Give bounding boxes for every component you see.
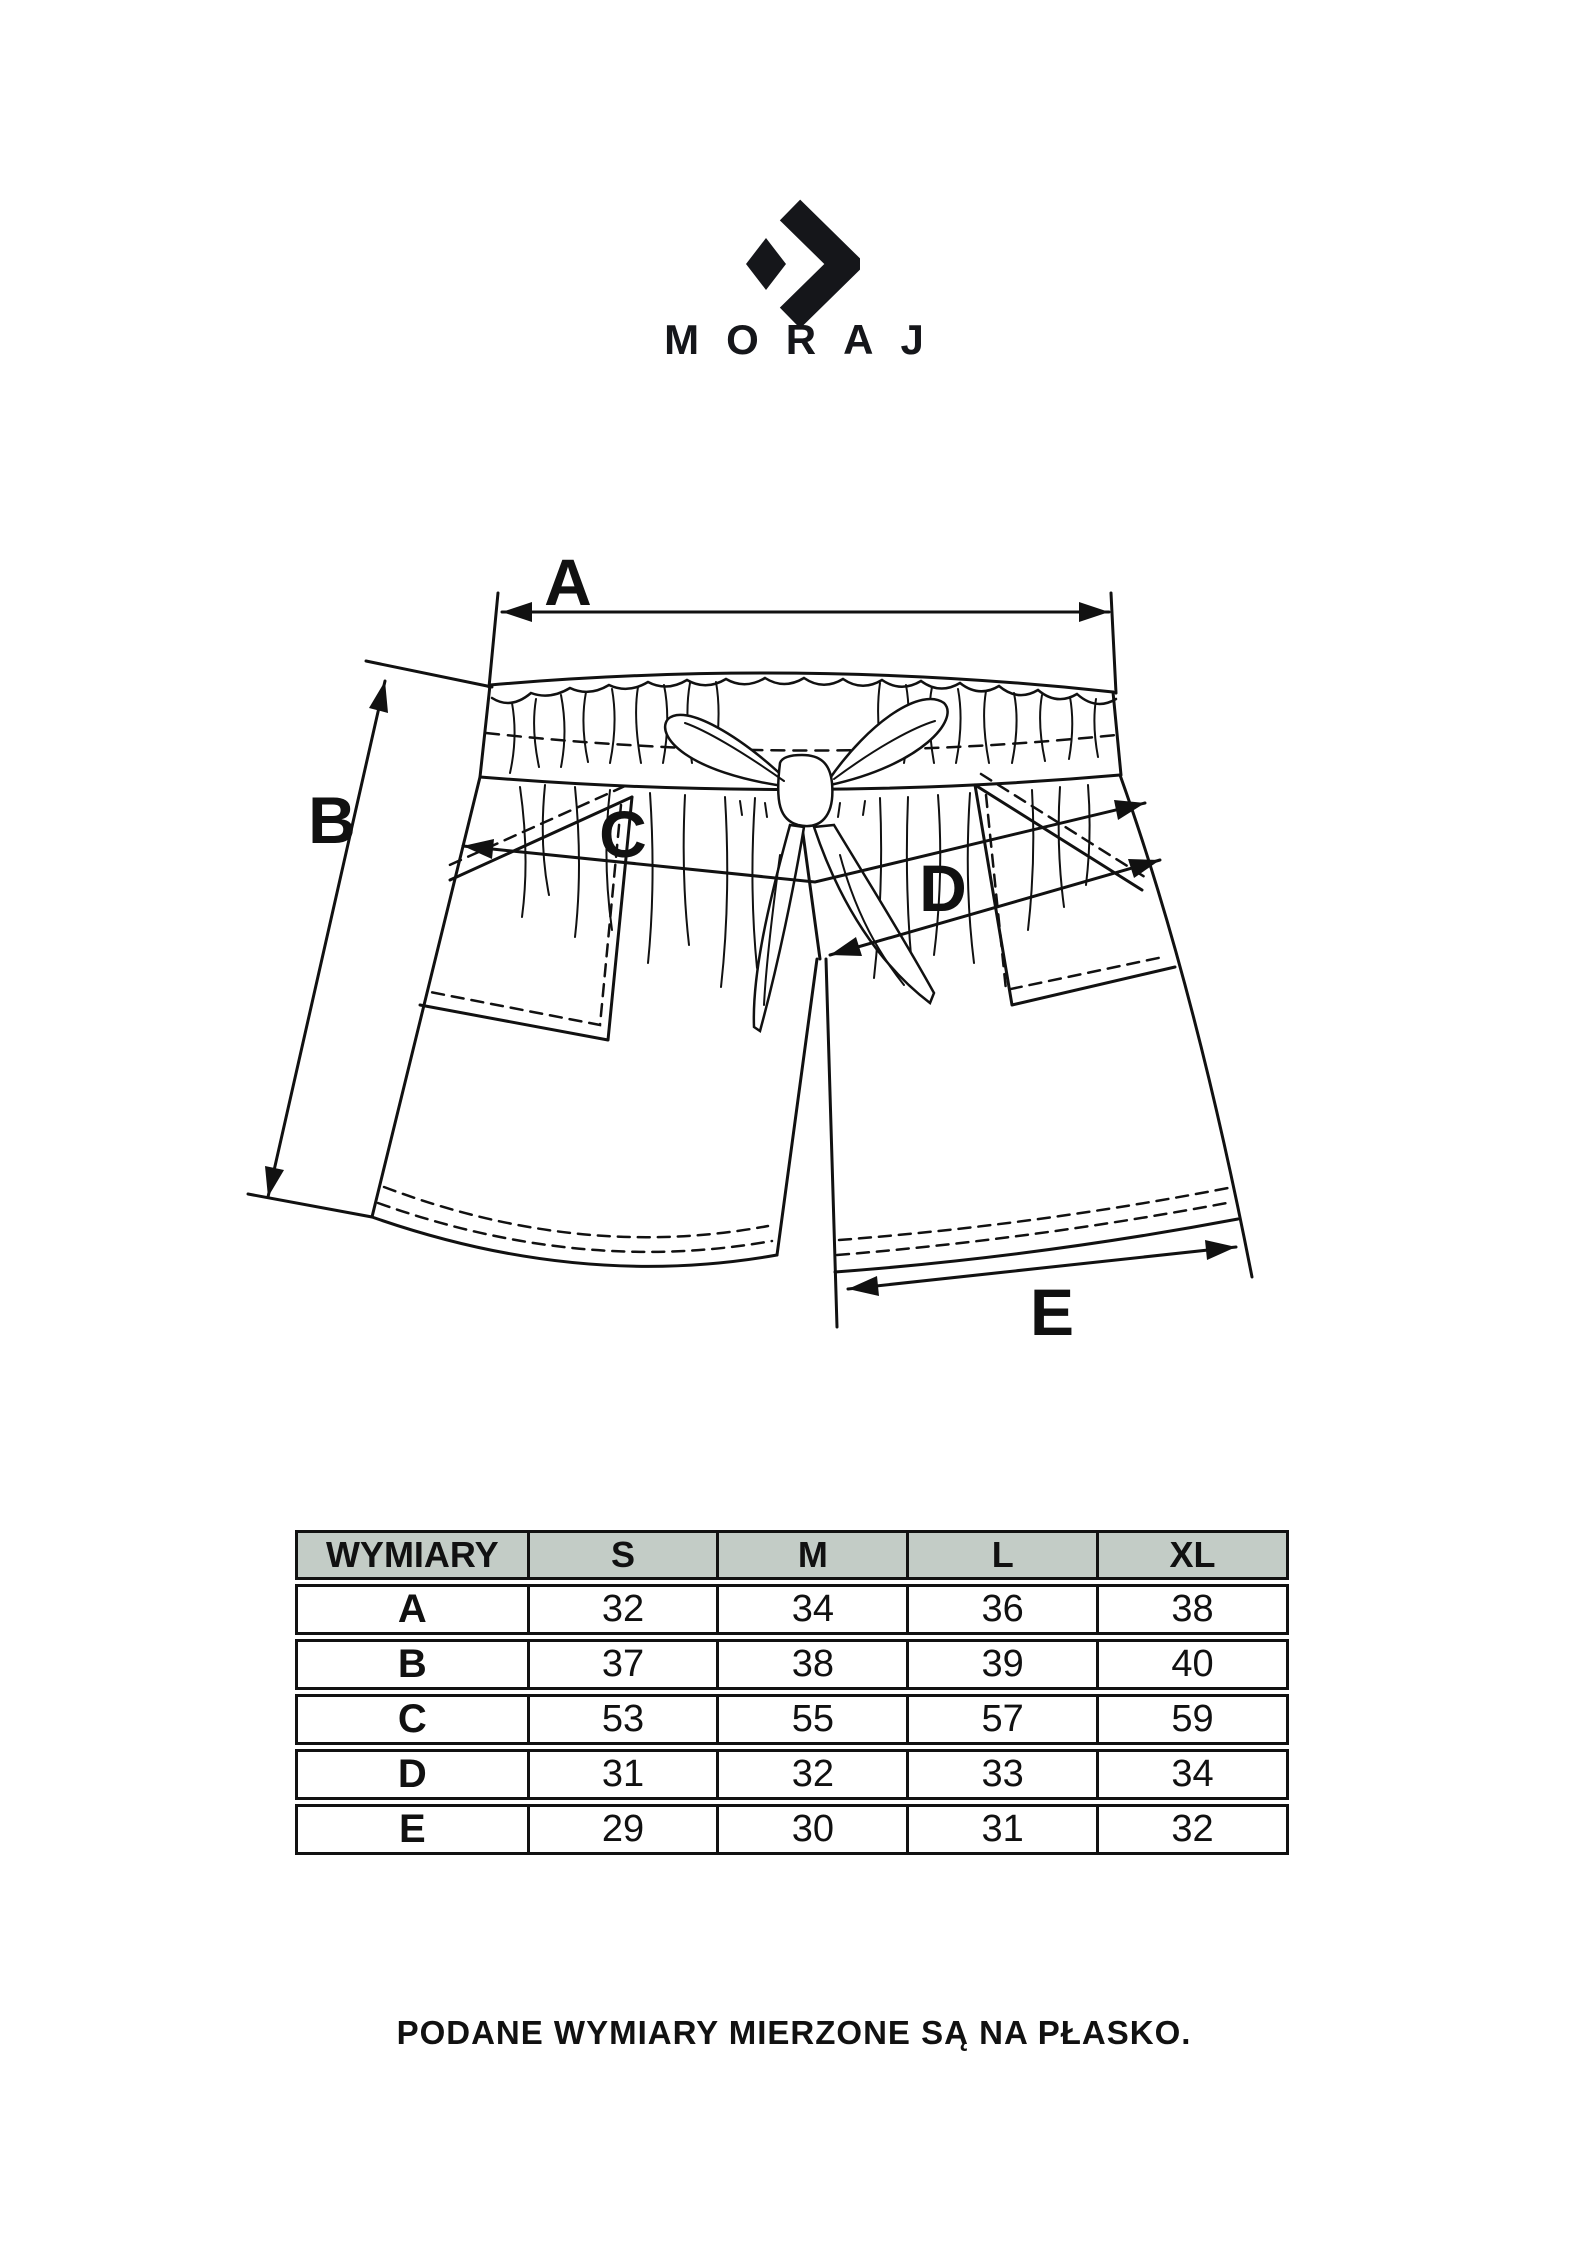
cell-value: 34 xyxy=(719,1584,909,1635)
cell-value: 29 xyxy=(530,1804,720,1855)
table-row xyxy=(295,1694,1289,1745)
header-cell-xl: XL xyxy=(1099,1530,1289,1580)
row-label: C xyxy=(295,1694,530,1745)
cell-value: 39 xyxy=(909,1639,1099,1690)
cell-value: 30 xyxy=(719,1804,909,1855)
row-label: A xyxy=(295,1584,530,1635)
right-pocket xyxy=(975,774,1175,1005)
table-row xyxy=(295,1749,1289,1800)
table-row xyxy=(295,1639,1289,1690)
header-cell-m: M xyxy=(719,1530,909,1580)
header-cell-s: S xyxy=(530,1530,720,1580)
brand-wordmark: MORAJ xyxy=(664,316,951,363)
cell-value: 33 xyxy=(909,1749,1099,1800)
cell-value: 59 xyxy=(1099,1694,1289,1745)
measurement-note: PODANE WYMIARY MIERZONE SĄ NA PŁASKO. xyxy=(396,2014,1192,2051)
size-table xyxy=(295,1526,1289,1859)
header-cell-l: L xyxy=(909,1530,1099,1580)
cell-value: 55 xyxy=(719,1694,909,1745)
cell-value: 36 xyxy=(909,1584,1099,1635)
cell-value: 32 xyxy=(1099,1804,1289,1855)
dim-label-d: D xyxy=(919,851,967,925)
cell-value: 34 xyxy=(1099,1749,1289,1800)
dimension-b xyxy=(265,661,492,1197)
table-row xyxy=(295,1584,1289,1635)
row-label: D xyxy=(295,1749,530,1800)
cell-value: 53 xyxy=(530,1694,720,1745)
table-row xyxy=(295,1804,1289,1855)
cell-value: 38 xyxy=(1099,1584,1289,1635)
row-label: B xyxy=(295,1639,530,1690)
dim-label-a: A xyxy=(544,545,592,619)
cell-value: 57 xyxy=(909,1694,1099,1745)
cell-value: 31 xyxy=(530,1749,720,1800)
diamond-chevron-icon xyxy=(728,196,860,332)
dim-label-e: E xyxy=(1029,1275,1075,1349)
cell-value: 38 xyxy=(719,1639,909,1690)
cell-value: 32 xyxy=(530,1584,720,1635)
cell-value: 40 xyxy=(1099,1639,1289,1690)
shorts-measurement-diagram xyxy=(180,535,1260,1355)
dim-label-b: B xyxy=(308,783,356,857)
size-table-header-row xyxy=(295,1530,1289,1580)
cell-value: 37 xyxy=(530,1639,720,1690)
dim-label-c: C xyxy=(599,797,647,871)
cell-value: 32 xyxy=(719,1749,909,1800)
shorts-body xyxy=(248,775,1252,1327)
cell-value: 31 xyxy=(909,1804,1099,1855)
header-cell-wymiary: WYMIARY xyxy=(295,1530,530,1580)
row-label: E xyxy=(295,1804,530,1855)
